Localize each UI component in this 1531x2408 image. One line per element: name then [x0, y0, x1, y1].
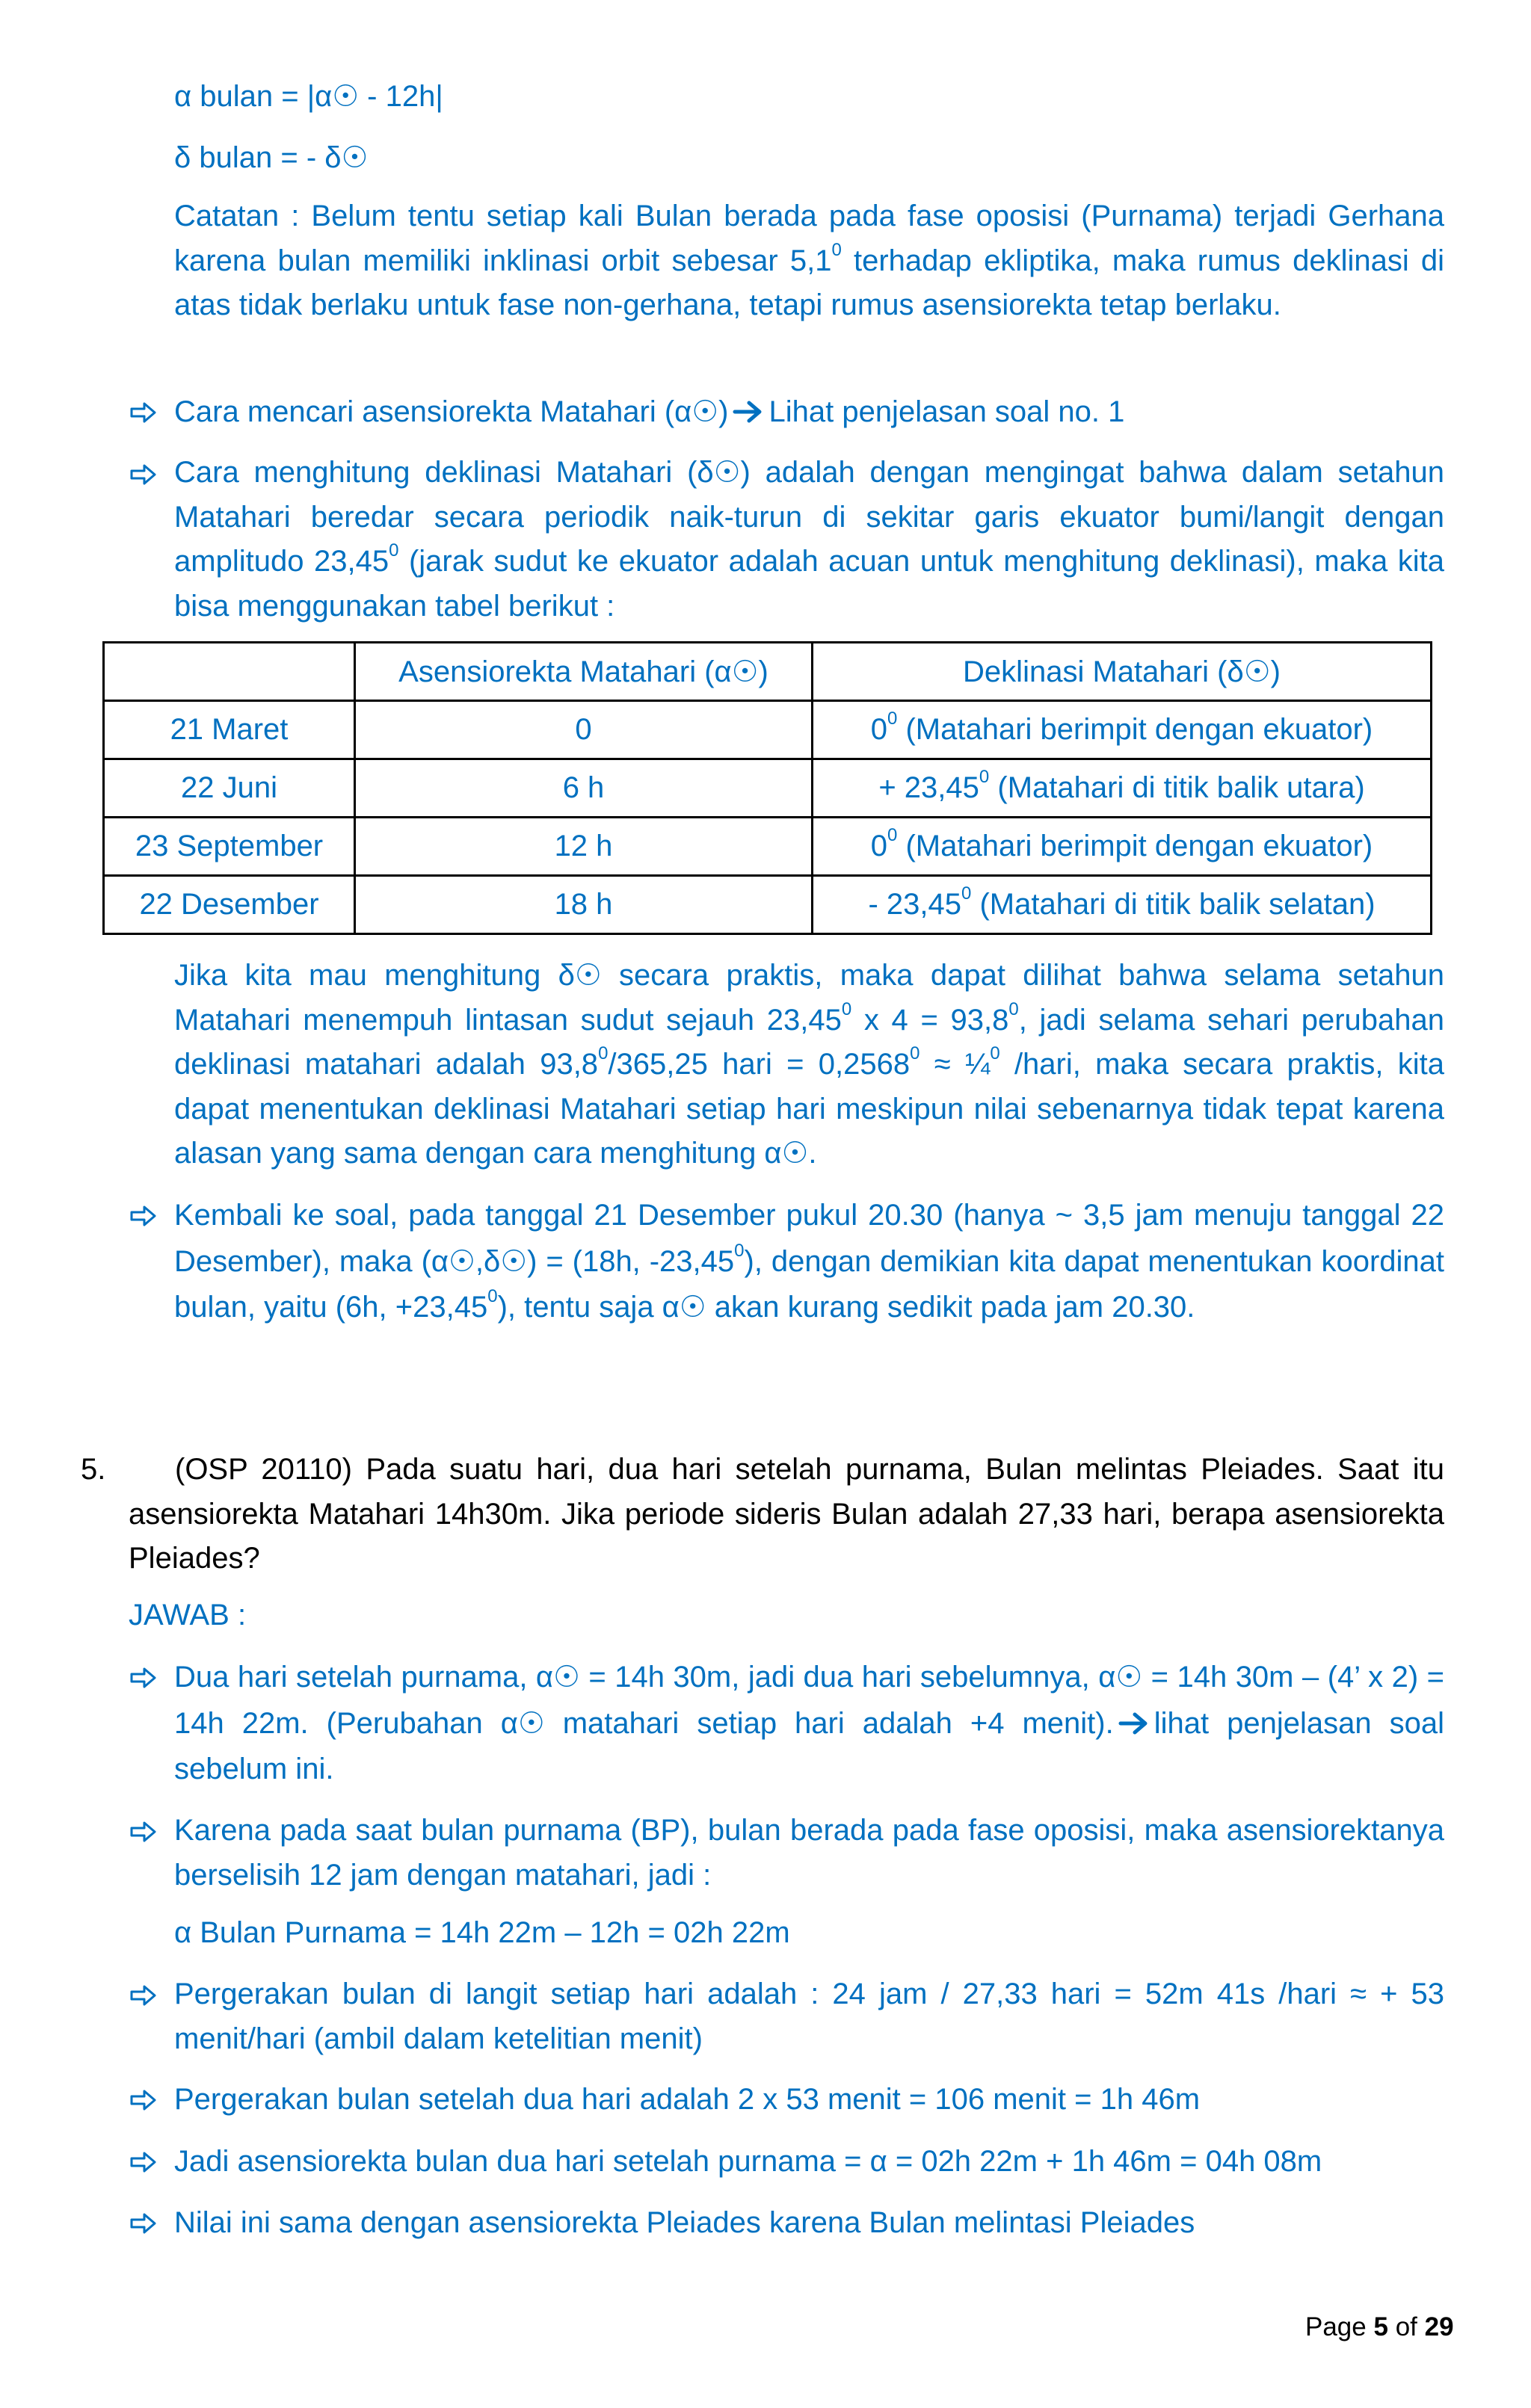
table-cell-date: 21 Maret — [104, 701, 355, 759]
hollow-arrow-bullet-icon — [129, 2085, 158, 2115]
kembali-ke-soal-paragraph: Kembali ke soal, pada tanggal 21 Desember pukul 20.30 (hanya ~ 3,5 jam menuju tanggal 22 Desember), maka (α☉,δ☉) = (18h, -23,45$^0$), dengan demikian kita dapat menentukan koordinat bulan, yaitu (6h, $+23,45^0$), tentu saja α☉ akan kurang sedikit pada jam 20.30. — [174, 1199, 1445, 1324]
table-header-cell: Deklinasi Matahari (δ☉) — [813, 643, 1432, 701]
table-cell-date: 22 Desember — [104, 876, 355, 934]
table-cell-dec: $0^0$ (Matahari berimpit dengan ekuator) — [813, 701, 1432, 759]
jawab-label: JAWAB : — [129, 1599, 247, 1631]
hollow-arrow-bullet-icon — [129, 1817, 158, 1847]
table-cell-dec: $0^0$ (Matahari berimpit dengan ekuator) — [813, 818, 1432, 876]
hollow-arrow-bullet-icon — [129, 1663, 158, 1693]
table-cell-ra: 0 — [355, 701, 813, 759]
answer-step-2: Karena pada saat bulan purnama (BP), bulan berada pada fase oposisi, maka asensiorektanya berselisih 12 jam dengan matahari, jadi : — [174, 1814, 1444, 1892]
table-header-cell: Asensiorekta Matahari (α☉) — [355, 643, 813, 701]
bullet-ra-matahari: Cara mencari asensiorekta Matahari (α☉) Lihat penjelasan soal no. 1 — [174, 395, 1125, 428]
table-cell-date: 23 September — [104, 818, 355, 876]
right-arrow-icon — [1118, 1711, 1150, 1735]
hollow-arrow-bullet-icon — [129, 398, 158, 427]
hollow-arrow-bullet-icon — [129, 460, 158, 490]
question-number: 5. — [81, 1453, 106, 1486]
catatan-paragraph: Catatan : Belum tentu setiap kali Bulan berada pada fase oposisi (Purnama) terjadi Gerhana karena bulan memiliki inklinasi orbit sebesar $5,1^0$ terhadap ekliptika, maka rumus deklinasi di atas tidak berlaku untuk fase non-gerhana, tetapi rumus asensiorekta tetap berlaku. — [174, 200, 1445, 321]
hollow-arrow-bullet-icon — [129, 1201, 158, 1231]
answer-step-1: Dua hari setelah purnama, α☉ = 14h 30m, jadi dua hari sebelumnya, α☉ = 14h 30m – (4’ x 2) = 14h 22m. (Perubahan α☉ matahari setiap hari adalah +4 menit). lihat penjelasan soal sebelum ini. — [174, 1661, 1444, 1785]
praktis-paragraph: Jika kita mau menghitung δ☉ secara praktis, maka dapat dilihat bahwa selama setahun Matahari menempuh lintasan sudut sejauh 23,45$^0$ x $4 = 93,8^0$, jadi selama sehari perubahan deklinasi matahari adalah 93,8$^0$/365,25 hari = $0,2568^0$ ≈ ¼$^0$ /hari, maka secara praktis, kita dapat menentukan deklinasi Matahari setiap hari meskipun nilai sebenarnya tidak tepat karena alasan yang sama dengan cara menghitung α☉. — [174, 959, 1444, 1170]
table-cell-dec: - 23,45$^0$ (Matahari di titik balik selatan) — [813, 876, 1432, 934]
answer-step-4: Pergerakan bulan setelah dua hari adalah 2 x 53 menit = 106 menit = 1h 46m — [174, 2083, 1201, 2116]
question-5-text: (OSP 20110) Pada suatu hari, dua hari setelah purnama, Bulan melintas Pleiades. Saat itu asensiorekta Matahari 14h30m. Jika periode sideris Bulan adalah 27,33 hari, berapa asensiorekta Pleiades? — [129, 1453, 1444, 1575]
hollow-arrow-bullet-icon — [129, 2208, 158, 2238]
hollow-arrow-bullet-icon — [129, 1981, 158, 2010]
table-row — [104, 818, 1432, 876]
alpha-bulan-formula: α bulan = |α☉ - 12h| — [174, 80, 443, 113]
table-cell-ra: 12 h — [355, 818, 813, 876]
solar-coordinates-table — [102, 641, 1432, 935]
table-cell-date: 22 Juni — [104, 759, 355, 818]
bullet-deklinasi-paragraph: Cara menghitung deklinasi Matahari (δ☉) adalah dengan mengingat bahwa dalam setahun Matahari beredar secara periodik naik-turun di sekitar garis ekuator bumi/langit dengan amplitudo 23,45$^0$ (jarak sudut ke ekuator adalah acuan untuk menghitung deklinasi), maka kita bisa menggunakan tabel berikut : — [174, 456, 1444, 623]
right-arrow-icon — [733, 400, 764, 424]
hollow-arrow-bullet-icon — [129, 2147, 158, 2177]
answer-step-5: Jadi asensiorekta bulan dua hari setelah purnama = α = 02h 22m + 1h 46m = 04h 08m — [174, 2145, 1322, 2178]
table-cell-ra: 18 h — [355, 876, 813, 934]
answer-formula-purnama: α Bulan Purnama = 14h 22m – 12h = 02h 22m — [174, 1916, 790, 1949]
delta-bulan-formula: δ bulan = - δ☉ — [174, 141, 369, 174]
table-row — [104, 701, 1432, 759]
page-footer: Page 5 of 29 — [1305, 2312, 1454, 2341]
table-header-cell — [104, 643, 355, 701]
answer-step-6: Nilai ini sama dengan asensiorekta Pleiades karena Bulan melintasi Pleiades — [174, 2206, 1195, 2239]
table-header-row — [104, 643, 1432, 701]
table-row — [104, 759, 1432, 818]
table-row — [104, 876, 1432, 934]
table-cell-dec: + $23,45^0$ (Matahari di titik balik utara) — [813, 759, 1432, 818]
table-cell-ra: 6 h — [355, 759, 813, 818]
answer-step-3: Pergerakan bulan di langit setiap hari adalah : 24 jam / 27,33 hari = 52m 41s /hari ≈ + 53 menit/hari (ambil dalam ketelitian menit) — [174, 1978, 1444, 2055]
